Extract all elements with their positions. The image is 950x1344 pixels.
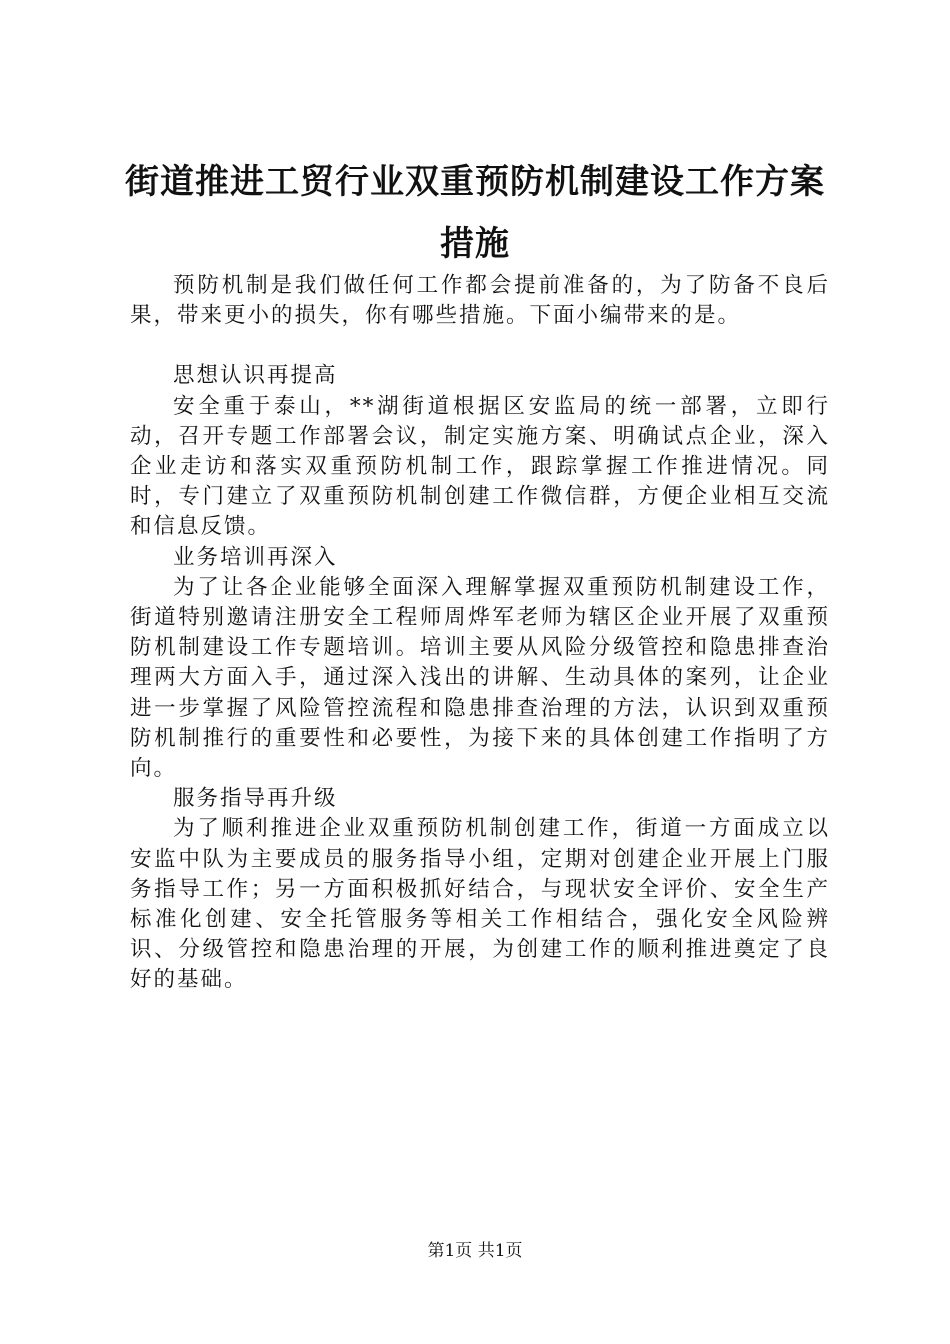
section-paragraph: 为了顺利推进企业双重预防机制创建工作，街道一方面成立以安监中队为主要成员的服务指导小组，定期对创建企业开展上门服务指导工作；另一方面积极抓好结合，与现状安全评价、安全生产标准化创建、安全托管服务等相关工作相结合，强化安全风险辨识、分级管控和隐患治理的开展，为创建工作的顺利推进奠定了良好的基础。 — [130, 816, 830, 993]
section-paragraph: 为了让各企业能够全面深入理解掌握双重预防机制建设工作，街道特别邀请注册安全工程师周烨军老师为辖区企业开展了双重预防机制建设工作专题培训。培训主要从风险分级管控和隐患排查治理两大方面入手，通过深入浅出的讲解、生动具体的案列，让企业进一步掌握了风险管控流程和隐患排查治理的方法，认识到双重预防机制推行的重要性和必要性，为接下来的具体创建工作指明了方向。 — [130, 574, 830, 782]
document-title-line-1: 街道推进工贸行业双重预防机制建设工作方案 — [125, 162, 825, 202]
document-body — [130, 271, 830, 996]
page-footer: 第1页 共1页 — [427, 1241, 523, 1261]
document-title-line-2: 措施 — [440, 224, 510, 264]
intro-paragraph: 预防机制是我们做任何工作都会提前准备的，为了防备不良后果，带来更小的损失，你有哪些措施。下面小编带来的是。 — [130, 273, 830, 329]
section-heading: 业务培训再深入 — [173, 544, 338, 570]
paragraph-spacer — [130, 331, 830, 361]
section-heading: 服务指导再升级 — [173, 786, 338, 812]
section-heading: 思想认识再提高 — [173, 363, 338, 389]
section-paragraph: 安全重于泰山，**湖街道根据区安监局的统一部署，立即行动，召开专题工作部署会议，制定实施方案、明确试点企业，深入企业走访和落实双重预防机制工作，跟踪掌握工作推进情况。同时，专门建立了双重预防机制创建工作微信群，方便企业相互交流和信息反馈。 — [130, 393, 830, 540]
